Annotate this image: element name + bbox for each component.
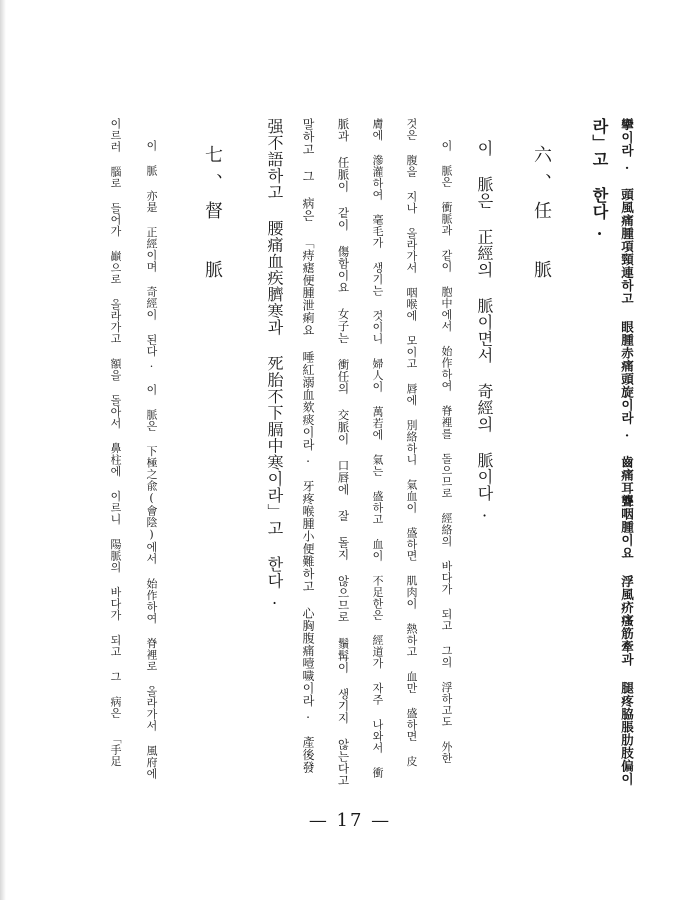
text-column-4: 이 脈은 衝脈과 같이 胞中에서 始作하여 脊裡를 돌으므로 經絡의 바다가 되고 그의 浮하고도 外한 xyxy=(440,140,453,764)
text-column-7: 脈과 任脈이 같이 傷함이요 女子는 衝任의 交脈이 口唇에 잘 돌지 않으므로 鬚髯이 생기지 않는다고 xyxy=(336,118,351,787)
section-heading-six: 六、任 脈 xyxy=(531,145,552,288)
text-column-11: 이르러 腦로 들어가 巓으로 올라가고 額을 돌아서 鼻柱에 이르니 陽脈의 바다가 되고 그 病은 「手足 xyxy=(109,118,122,767)
page-edge-shadow xyxy=(0,0,6,900)
text-column-3: 이 脈은 正經의 脈이면서 奇經의 脈이다. xyxy=(475,140,494,521)
text-column-10: 이 脈 亦是 正經이며 奇經이 된다. 이 脈은 下極之兪(會陰)에서 始作하여 脊裡로 올라가서 風府에 xyxy=(145,140,158,780)
section-heading-seven: 七、督 脈 xyxy=(202,145,223,288)
text-column-8: 말하고 그 病은 「痔瘧便腫泄痢요 唾紅溺血欬痰이라. 牙疼喉腫小便難하고 心胸腹痛噎噦이라. 產後發 xyxy=(301,118,315,774)
text-column-5: 것은 腹을 지나 올라가서 咽喉에 모이고 唇에 別絡하니 氣血이 盛하면 肌肉이 熱하고 血만 盛하면 皮 xyxy=(405,118,418,767)
text-column-9: 强不語하고 腰痛血疾臍寒과 死胎不下膈中寒이라」고 한다. xyxy=(265,118,284,609)
text-column-2: 라」고 한다. xyxy=(590,118,609,240)
page-number: — 17 — xyxy=(308,810,392,831)
text-column-1: 攣이라. 頭風痛腫項頸連하고 眼腫赤痛頭旋이라. 齒痛耳聾咽腫이요 浮風疥瘙筋牽과 腿疼脇脹肋肢偏이 xyxy=(619,118,635,786)
text-column-6: 膚에 滲灌하여 毫毛가 생기는 것이니 婦人이 萬若에 氣는 盛하고 血이 不足한은 經道가 자주 나와서 衝 xyxy=(371,118,384,779)
